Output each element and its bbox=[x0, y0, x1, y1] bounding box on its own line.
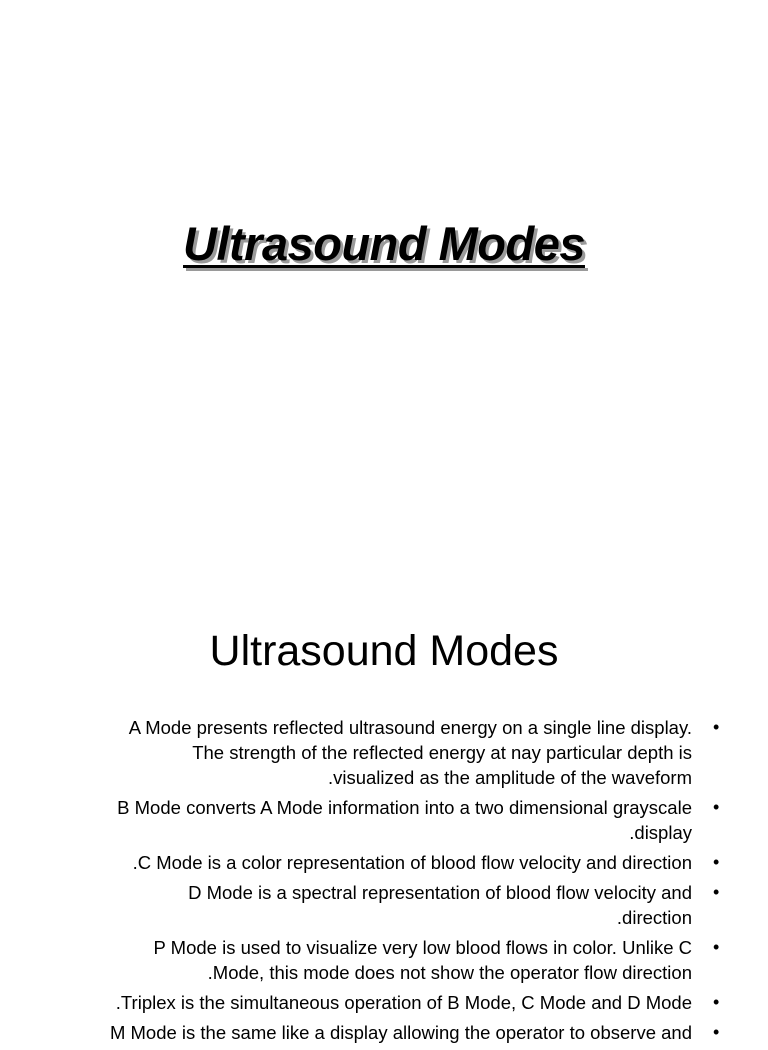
bullet-dot-icon: • bbox=[713, 717, 720, 737]
bullet-line: A Mode presents reflected ultrasound energy on a single line display. bbox=[128, 717, 692, 738]
bullet-line: .visualized as the amplitude of the waveform bbox=[327, 767, 692, 788]
bullet-item-triplex bbox=[0, 990, 768, 1015]
bullet-text bbox=[32, 935, 692, 985]
bullet-text bbox=[32, 990, 692, 1015]
bullet-text bbox=[32, 880, 692, 930]
slide-content bbox=[0, 576, 768, 1043]
bullet-line: B Mode converts A Mode information into a two dimensional grayscale bbox=[117, 797, 692, 818]
bullet-line: P Mode is used to visualize very low blood flows in color. Unlike C bbox=[153, 937, 692, 958]
bullet-line: .display bbox=[629, 822, 692, 843]
bullet-item-b-mode bbox=[0, 795, 768, 845]
bullet-dot-icon: • bbox=[713, 1022, 720, 1042]
bullet-dot-icon: • bbox=[713, 882, 720, 902]
bullet-item-c-mode bbox=[0, 850, 768, 875]
slide-content-heading: Ultrasound Modes bbox=[209, 627, 559, 675]
bullet-line: .Mode, this mode does not show the operator flow direction bbox=[207, 962, 692, 983]
bullet-text bbox=[32, 1020, 692, 1045]
bullet-dot-icon: • bbox=[713, 797, 720, 817]
bullet-line: .direction bbox=[616, 907, 692, 928]
bullet-line: The strength of the reflected energy at nay particular depth is bbox=[192, 742, 692, 763]
bullet-text bbox=[32, 795, 692, 845]
bullet-item-m-mode bbox=[0, 1020, 768, 1045]
bullet-dot-icon: • bbox=[713, 852, 720, 872]
bullet-line: D Mode is a spectral representation of blood flow velocity and bbox=[188, 882, 692, 903]
slide-title-heading: Ultrasound Modes bbox=[183, 217, 585, 270]
bullet-line: .C Mode is a color representation of blood flow velocity and direction bbox=[132, 852, 692, 873]
bullet-text bbox=[32, 715, 692, 790]
bullet-item-a-mode bbox=[0, 715, 768, 790]
bullet-line: M Mode is the same like a display allowing the operator to observe and bbox=[109, 1022, 692, 1043]
bullet-item-p-mode bbox=[0, 935, 768, 985]
bullet-line: .Triplex is the simultaneous operation of B Mode, C Mode and D Mode bbox=[115, 992, 692, 1013]
bullet-text bbox=[32, 850, 692, 875]
bullet-list bbox=[0, 715, 768, 1050]
bullet-dot-icon: • bbox=[713, 937, 720, 957]
bullet-dot-icon: • bbox=[713, 992, 720, 1012]
bullet-item-d-mode bbox=[0, 880, 768, 930]
